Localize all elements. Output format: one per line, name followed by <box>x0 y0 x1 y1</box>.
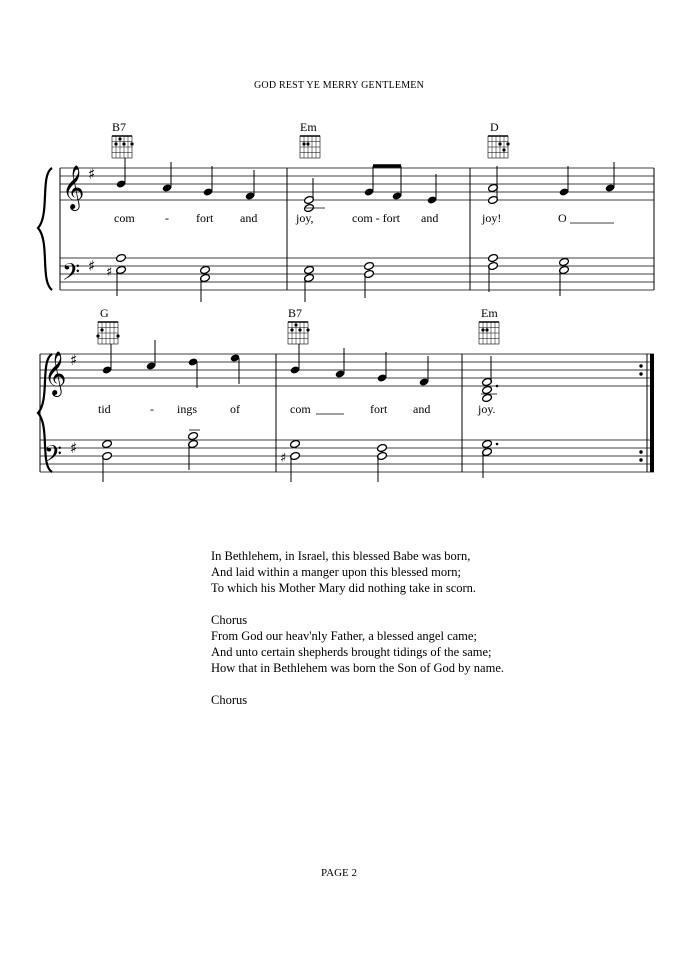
chord-symbol-em: Em <box>481 306 498 320</box>
chord-symbol-b7: B7 <box>288 306 303 320</box>
treble-notes <box>116 158 615 213</box>
key-sharp-icon: ♯ <box>70 439 78 457</box>
bass-clef-icon: 𝄢 <box>62 258 81 291</box>
lyrics-line <box>98 402 496 416</box>
verse-line: From God our heav'nly Father, a blessed angel came; <box>211 629 477 643</box>
verse-line: To which his Mother Mary did nothing take in scorn. <box>211 581 477 595</box>
verse-line: How that in Bethlehem was born the Son of God by name. <box>211 661 505 675</box>
lyric-syllable: com <box>114 211 135 225</box>
verse-line: In Bethlehem, in Israel, this blessed Babe was born, <box>211 549 471 563</box>
treble-staff <box>40 354 654 386</box>
treble-notes <box>102 340 499 403</box>
lyric-syllable: joy! <box>482 211 502 225</box>
lyric-syllable: O <box>558 211 567 225</box>
lyric-syllable: fort <box>196 211 214 225</box>
lyric-syllable: joy, <box>296 211 314 225</box>
bass-staff <box>40 440 654 472</box>
verse-line: And laid within a manger upon this blessed morn; <box>211 565 461 579</box>
lyric-syllable: tid <box>98 402 111 416</box>
verse-2 <box>211 548 504 596</box>
key-sharp-icon: ♯ <box>88 165 96 183</box>
lyric-syllable: and <box>421 211 439 225</box>
bass-notes <box>106 253 569 302</box>
chord-diagram-g <box>96 322 119 344</box>
lyric-syllable: of <box>230 402 240 416</box>
treble-staff <box>60 168 654 200</box>
svg-text:♯: ♯ <box>280 451 287 466</box>
lyric-syllable: com - fort <box>352 211 400 225</box>
lyric-syllable: com <box>290 402 311 416</box>
lyric-hyphen: - <box>150 402 154 416</box>
chord-diagram-em <box>300 136 320 158</box>
chord-symbol-g: G <box>100 306 109 320</box>
final-barline <box>650 354 654 472</box>
lyric-hyphen: - <box>165 211 169 225</box>
lyric-syllable: fort <box>370 402 388 416</box>
lyrics-line <box>114 211 614 225</box>
svg-text:♯: ♯ <box>106 265 113 280</box>
treble-clef-icon: 𝄞 <box>44 351 67 395</box>
bass-clef-icon: 𝄢 <box>44 440 63 473</box>
chorus-label: Chorus <box>211 613 248 627</box>
system-1 <box>38 120 654 302</box>
chorus-label: Chorus <box>211 693 248 707</box>
repeat-dots-icon <box>639 364 642 461</box>
verse-line: And unto certain shepherds brought tidings of the same; <box>211 645 492 659</box>
verse-3 <box>211 628 504 676</box>
treble-clef-icon: 𝄞 <box>62 165 85 209</box>
chord-diagram-em <box>479 322 499 344</box>
lyric-syllable: ings <box>177 402 198 416</box>
grand-staff-brace <box>38 168 52 290</box>
lyric-syllable: and <box>413 402 431 416</box>
lyric-syllable: joy. <box>478 402 496 416</box>
system-2 <box>38 306 654 482</box>
song-title: GOD REST YE MERRY GENTLEMEN <box>253 80 425 91</box>
chord-diagram-b7 <box>112 136 134 158</box>
key-sharp-icon: ♯ <box>70 351 78 369</box>
chord-symbol-b7: B7 <box>112 120 127 134</box>
verse-text <box>211 548 504 708</box>
chord-diagram-b7 <box>288 322 310 344</box>
chord-symbol-em: Em <box>300 120 317 134</box>
chord-diagram-d <box>488 136 510 158</box>
lyric-syllable: and <box>240 211 258 225</box>
chord-symbol-d: D <box>490 120 499 134</box>
page-number: PAGE 2 <box>321 867 357 879</box>
key-sharp-icon: ♯ <box>88 257 96 275</box>
